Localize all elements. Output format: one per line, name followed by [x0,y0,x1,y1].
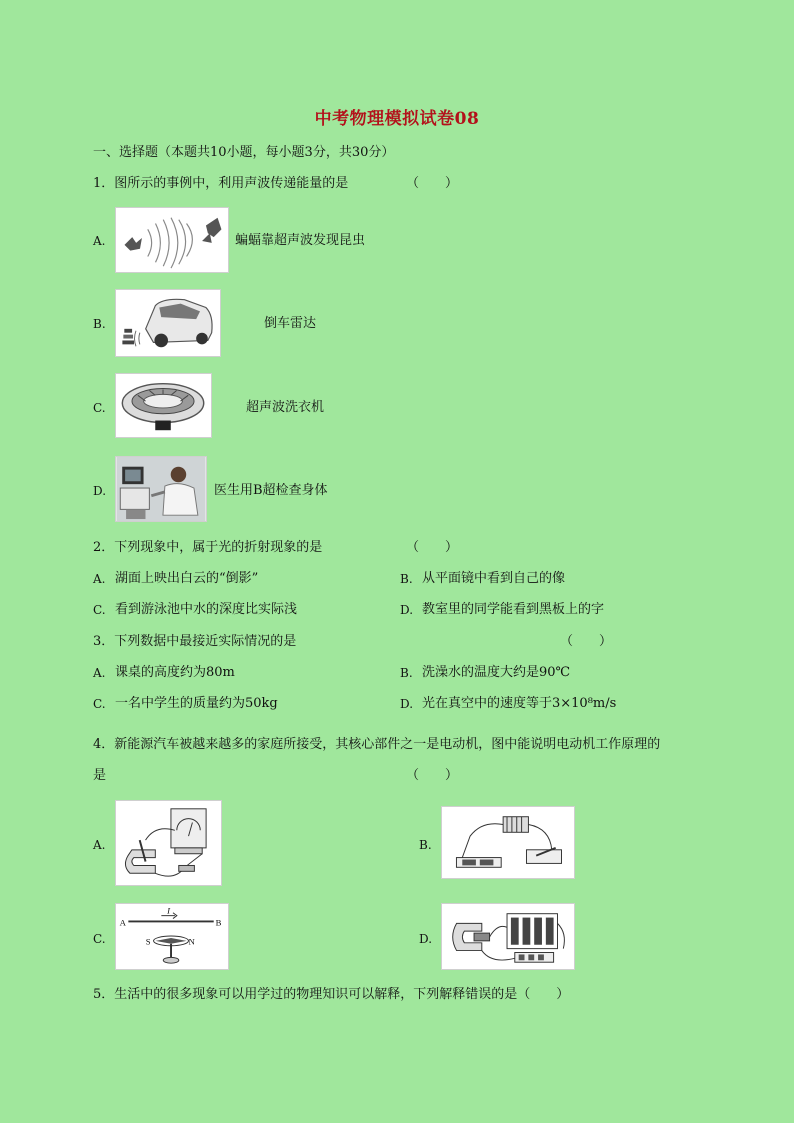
section-heading: 一、选择题（本题共10小题，每小题3分，共30分） [93,145,395,160]
motor-battery-circuit-illustration [441,903,575,970]
question-4-stem: 4．新能源汽车被越来越多的家庭所接受，其核心部件之一是电动机，图中能说明电动机工作原理的 [93,737,661,752]
q3-option-d-text: 光在真空中的速度等于3×10⁸m/s [422,696,617,711]
car-reversing-radar-illustration [115,289,221,357]
question-5-stem: 5．生活中的很多现象可以用学过的物理知识可以解释，下列解释错误的是（ ） [93,987,570,1002]
bat-insect-illustration [115,207,229,273]
q2-option-b-text: 从平面镜中看到自己的像 [422,571,566,586]
galvanometer-magnet-circuit-illustration [115,800,222,886]
q1-option-c-text: 超声波洗衣机 [246,400,325,415]
q2-option-a-text: 湖面上映出白云的“倒影” [115,571,259,586]
question-2-answer-blank: （ ） [406,540,459,555]
compass-north-label: N [188,936,195,947]
q3-option-b-letter: B. [400,666,413,680]
q2-option-c-text: 看到游泳池中水的深度比实际浅 [115,602,298,617]
q2-option-d-letter: D. [400,603,414,617]
q2-option-c-letter: C. [93,603,106,617]
question-4-stem-continued: 是 [93,768,107,783]
q3-option-a-letter: A. [93,666,106,680]
question-1-stem: 1．图所示的事例中，利用声波传递能量的是 [93,176,349,191]
compass-south-label: S [145,936,151,947]
q4-option-a-letter: A. [93,838,106,852]
q2-option-b-letter: B. [400,572,413,586]
q1-option-a-letter: A. [93,234,106,248]
oersted-compass-experiment-illustration [115,903,229,970]
q4-option-d-letter: D. [419,932,433,946]
q2-option-a-letter: A. [93,572,106,586]
q1-option-a-text: 蝙蝠靠超声波发现昆虫 [235,233,366,248]
q3-option-a-text: 课桌的高度约为80m [115,665,235,680]
q4-option-b-letter: B. [419,838,432,852]
q1-option-d-text: 医生用B超检查身体 [214,483,328,498]
q1-option-c-letter: C. [93,401,106,415]
wire-end-a-label: A [119,917,126,928]
question-1-answer-blank: （ ） [406,176,459,191]
ultrasonic-washer-illustration [115,373,212,438]
q3-option-b-text: 洗澡水的温度大约是90℃ [422,665,571,680]
q2-option-d-text: 教室里的同学能看到黑板上的字 [422,602,605,617]
question-4-answer-blank: （ ） [406,768,459,783]
question-3-answer-blank: （ ） [560,634,613,649]
wire-end-b-label: B [215,917,222,928]
electromagnet-circuit-illustration [441,806,575,879]
q4-option-c-letter: C. [93,932,106,946]
q3-option-c-letter: C. [93,697,106,711]
q1-option-b-letter: B. [93,317,106,331]
current-label: I [167,905,171,916]
doctor-ultrasound-illustration [115,456,207,522]
q1-option-b-text: 倒车雷达 [264,316,317,331]
q3-option-d-letter: D. [400,697,414,711]
q3-option-c-text: 一名中学生的质量约为50kg [115,696,278,711]
question-2-stem: 2．下列现象中，属于光的折射现象的是 [93,540,323,555]
question-3-stem: 3．下列数据中最接近实际情况的是 [93,634,297,649]
q1-option-d-letter: D. [93,484,107,498]
page-title: 中考物理模拟试卷08 [314,109,480,129]
